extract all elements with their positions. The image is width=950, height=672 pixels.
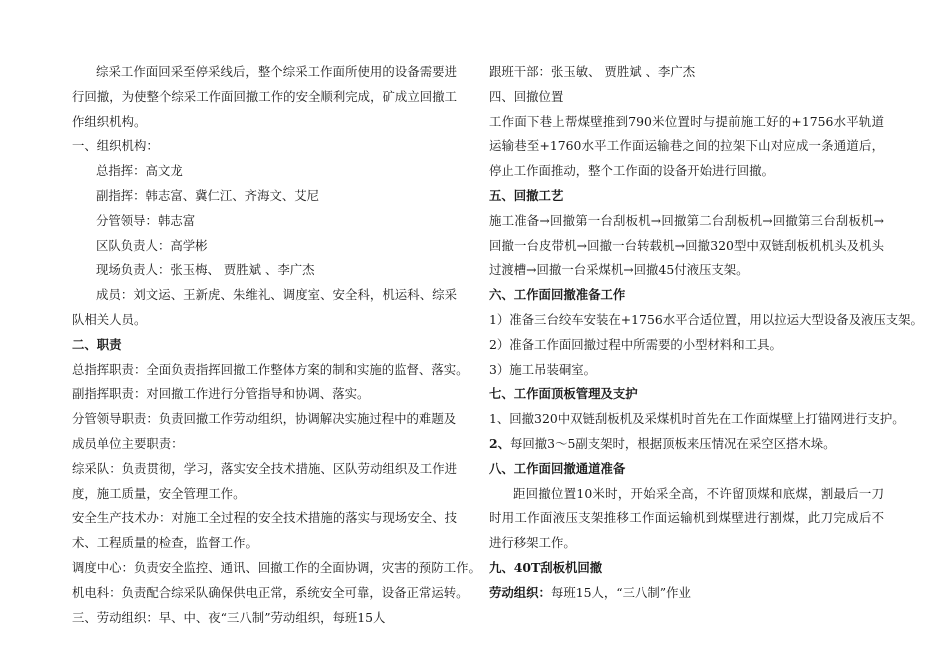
duty-electric: 机电科：负责配合综采队确保供电正常，系统安全可靠，设备正常运转。: [72, 584, 469, 600]
section-8-body: 距回撤位置10米时，开始采全高，不许留顶煤和底煤，割最后一刀时用工作面液压支架推移工作面运输机到煤壁进行割煤，此刀完成后不进行移架工作。: [489, 485, 884, 551]
duty-leader: 分管领导职责：负责回撤工作劳动组织，协调解决实施过程中的难题及: [72, 411, 457, 427]
section-7-item-1: 1、回撤320中双链刮板机及采煤机时首先在工作面煤壁上打锚网进行支护。: [489, 411, 905, 427]
section-4-body: 工作面下巷上帮煤壁推到790米位置时与提前施工好的+1756水平轨道运输巷至+1760水平工作面运输巷之间的拉架下山对应成一条通道后，停止工作面推动，整个工作面的设备开始进行回撤。: [489, 113, 884, 179]
section-6-item-3: 3）施工吊装硐室。: [489, 361, 597, 377]
duty-units: 成员单位主要职责：: [72, 435, 184, 451]
section-7-heading: 七、工作面顶板管理及支护: [489, 386, 638, 402]
chief-commander: 总指挥：高文龙: [96, 163, 183, 179]
section-6-item-2: 2）准备工作面回撤过程中所需要的小型材料和工具。: [489, 336, 782, 352]
members-paragraph: 成员：刘文运、王新虎、朱维礼、调度室、安全科，机运科、综采队相关人员。: [72, 287, 457, 327]
duty-deputy: 副指挥职责：对回撤工作进行分管指导和协调、落实。: [72, 386, 370, 402]
section-7-item-2: [489, 432, 884, 457]
section-2-heading: 二、职责: [72, 336, 122, 352]
duty-team: 综采队：负责贯彻，学习，落实安全技术措施、区队劳动组织及工作进度，施工质量，安全管理工作。: [72, 460, 457, 501]
section-5-body: 施工准备→回撤第一台刮板机→回撤第二台刮板机→回撤第三台刮板机→回撤一台皮带机→回撤一台转载机→回撤320型中双链刮板机机头及机头过渡槽→回撤一台采煤机→回撤45付液压支架。: [489, 212, 884, 278]
section-8-heading: 八、工作面回撤通道准备: [489, 460, 626, 476]
section-9-labor-label: 劳动组织：: [489, 584, 551, 600]
deputy-commanders: 副指挥：韩志富、冀仁江、齐海文、艾尼: [96, 187, 320, 203]
section-1-heading: 一、组织机构：: [72, 138, 159, 154]
duty-dispatch: 调度中心：负责安全监控、通讯、回撤工作的全面协调，灾害的预防工作。: [72, 559, 481, 575]
left-column: [72, 60, 481, 630]
duty-chief: 总指挥职责：全面负责指挥回撤工作整体方案的制和实施的监督、落实。: [72, 361, 469, 377]
intro-paragraph: 综采工作面回采至停采线后，整个综采工作面所使用的设备需要进行回撤，为使整个综采工作面回撤工作的安全顺利完成，矿成立回撤工作组织机构。: [72, 64, 457, 129]
section-9-labor-text: 每班15人，“三八制”作业: [550, 584, 691, 600]
leader-in-charge: 分管领导：韩志富: [96, 212, 196, 228]
section-4-heading: 四、回撤位置: [489, 88, 564, 104]
section-5-heading: 五、回撤工艺: [489, 187, 564, 203]
section-9-labor: [489, 581, 884, 606]
section-9-heading: 九、40T刮板机回撤: [489, 559, 603, 575]
section-3-labor: 三、劳动组织：早、中、夜“三八制”劳动组织，每班15人: [72, 609, 386, 625]
section-7-item-2-text: 每回撤3～5副支架时，根据顶板来压情况在采空区搭木垛。: [510, 435, 836, 451]
shift-cadres: 跟班干部：张玉敏、 贾胜斌 、李广杰: [489, 64, 696, 79]
section-7-item-2-number: 2、: [489, 435, 511, 451]
right-column: [489, 60, 923, 606]
section-6-item-1: 1）准备三台绞车安装在+1756水平合适位置，用以拉运大型设备及液压支架。: [489, 311, 923, 327]
site-leader: 现场负责人：张玉梅、 贾胜斌 、李广杰: [96, 262, 315, 278]
duty-safety-office: 安全生产技术办：对施工全过程的安全技术措施的落实与现场安全、技术、工程质量的检查，监督工作。: [72, 510, 457, 551]
section-6-heading: 六、工作面回撤准备工作: [489, 287, 626, 303]
team-leader: 区队负责人：高学彬: [96, 237, 208, 253]
